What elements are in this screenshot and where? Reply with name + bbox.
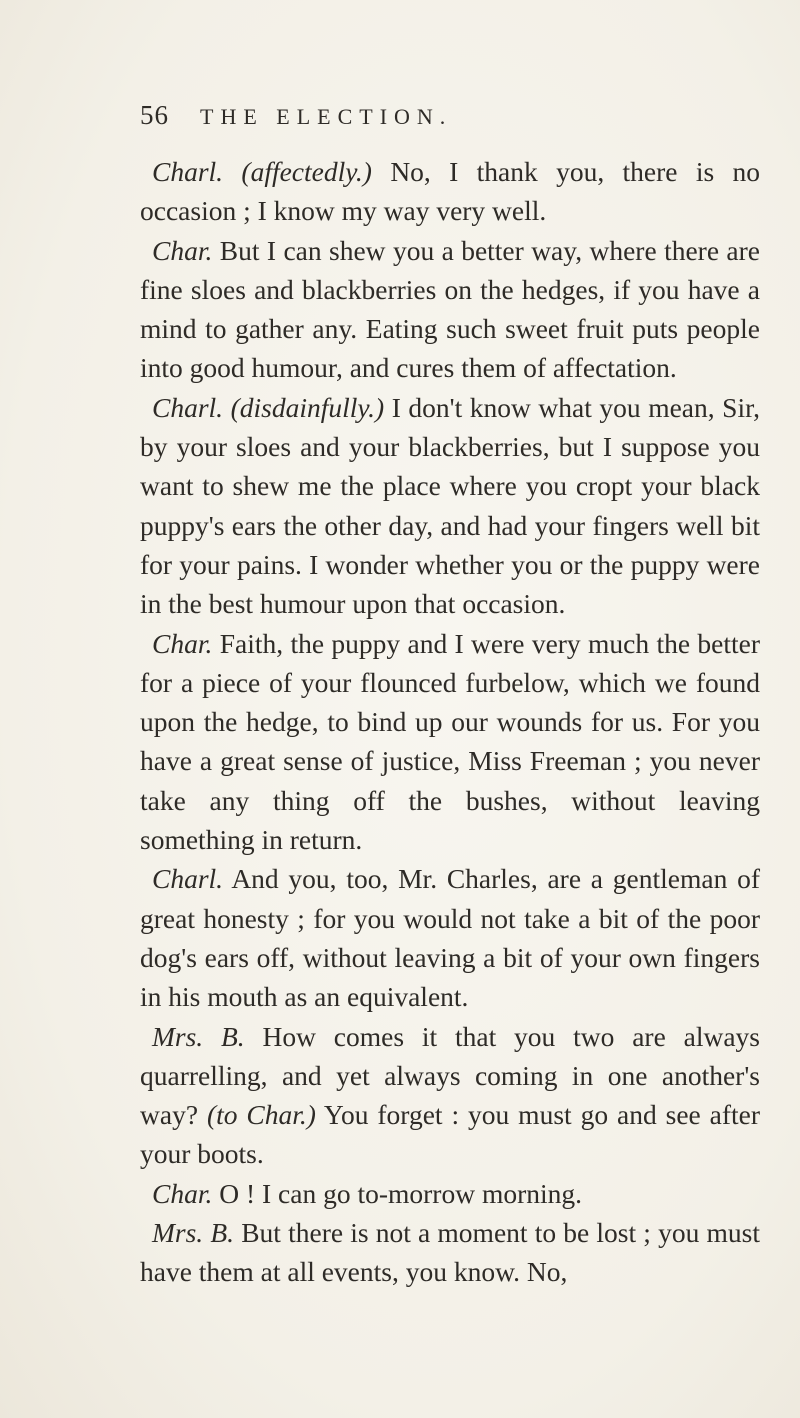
dialogue-text [140, 152, 760, 1292]
speaker-name: Mrs. B. [152, 1020, 245, 1052]
speech-text: But there is not a moment to be lost ; you must have them at all events, you know. No, [140, 1217, 760, 1288]
speech-text: I don't know what you mean, Sir, by your sloes and your blackberries, but I suppose you want to shew me the place where you cropt your black puppy's ears the other day, and had your fingers well bit for your pains. I wonder whether you or the puppy were in the best humour upon that occasion. [140, 391, 761, 620]
dialogue-paragraph [140, 1213, 760, 1292]
speaker-name: Charl. [152, 391, 224, 423]
speech-text: But I can shew you a better way, where there are fine sloes and blackberries on the hedges, if you have a mind to gather any. Eating such sweet fruit puts people into good humour, and cures them of affectation. [140, 234, 760, 384]
dialogue-paragraph [140, 388, 760, 624]
dialogue-paragraph [140, 152, 760, 231]
dialogue-paragraph [140, 1174, 760, 1213]
page-header [140, 100, 700, 140]
speaker-name: Charl. [152, 863, 224, 895]
speaker-name: Char. [152, 627, 213, 659]
dialogue-paragraph [140, 1017, 760, 1174]
speaker-name: Char. [152, 234, 213, 266]
speech-text: O ! I can go to-morrow morning. [219, 1177, 583, 1209]
dialogue-paragraph [140, 859, 760, 1016]
stage-direction: (affectedly.) [241, 156, 372, 187]
speaker-name: Charl. [152, 156, 224, 187]
speech-text: How comes it that you two are always quarrelling, and yet always coming in one another's way? [140, 1020, 760, 1131]
speech-text: And you, too, Mr. Charles, are a gentleman of great honesty ; for you would not take a bit of the poor dog's ears off, without leaving a bit of your own fingers in his mouth as an equivalent. [140, 863, 760, 1013]
speaker-name: Char. [152, 1177, 213, 1209]
page-number: 56 [140, 100, 169, 130]
stage-direction: (to Char.) [206, 1099, 316, 1131]
running-head: THE ELECTION. [200, 104, 453, 129]
speech-text: No, I thank you, there is no occasion ; I know my way very well. [140, 156, 761, 227]
dialogue-paragraph [140, 231, 760, 388]
speech-text: Faith, the puppy and I were very much the better for a piece of your flounced furbelow, which we found upon the hedge, to bind up our wounds for us. For you have a great sense of justice, Miss Freeman ; you never take any thing off the bushes, without leaving something in return. [140, 627, 760, 856]
dialogue-paragraph [140, 624, 760, 860]
stage-direction: (disdainfully.) [230, 391, 385, 423]
speech-text: You forget : you must go and see after your boots. [140, 1099, 761, 1170]
speaker-name: Mrs. B. [152, 1217, 235, 1249]
